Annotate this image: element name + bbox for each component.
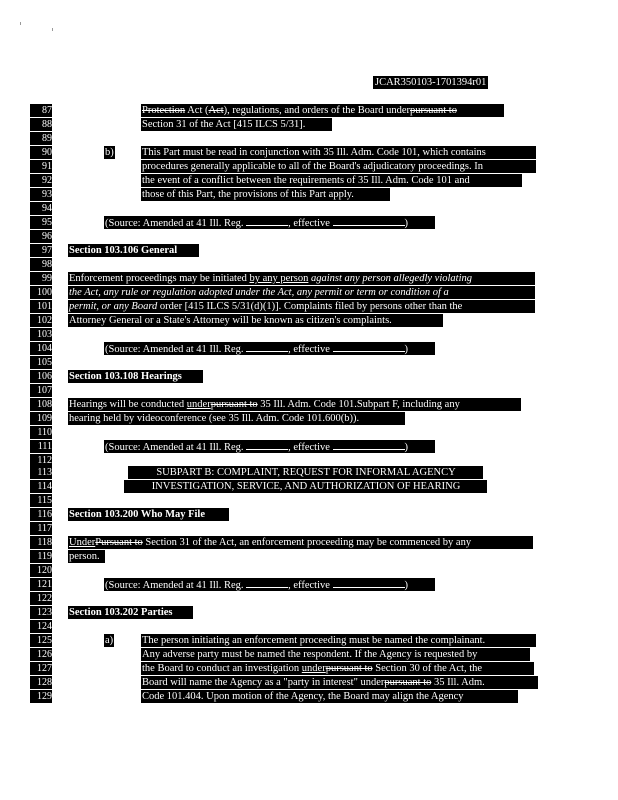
- line-text: Code 101.404. Upon motion of the Agency, the Board may align the Agency: [141, 690, 518, 703]
- line-87: [0, 104, 618, 117]
- line-number: 129: [30, 690, 52, 703]
- line-number: 119: [30, 550, 52, 563]
- line-126: [0, 648, 618, 661]
- line-116: [0, 508, 618, 521]
- line-91: [0, 160, 618, 173]
- line-number: 87: [30, 104, 52, 117]
- source-note: (Source: Amended at 41 Ill. Reg. , effective ): [104, 216, 435, 229]
- line-number: 123: [30, 606, 52, 619]
- line-109: [0, 412, 618, 425]
- line-number: 115: [30, 494, 52, 507]
- line-122: [0, 592, 618, 605]
- line-text: Board will name the Agency as a "party in interest" underpursuant to 35 Ill. Adm.: [141, 676, 538, 689]
- line-text: procedures generally applicable to all of the Board's adjudicatory proceedings. In: [141, 160, 536, 173]
- line-number: 113: [30, 466, 52, 479]
- line-number: 118: [30, 536, 52, 549]
- line-89: [0, 132, 618, 145]
- line-number: 110: [30, 426, 52, 439]
- line-111: [0, 440, 618, 453]
- line-129: [0, 690, 618, 703]
- line-number: 103: [30, 328, 52, 341]
- line-100: [0, 286, 618, 299]
- line-96: [0, 230, 618, 243]
- line-text: the Board to conduct an investigation underpursuant to Section 30 of the Act, the: [141, 662, 534, 675]
- line-number: 109: [30, 412, 52, 425]
- scan-mark: [52, 28, 53, 31]
- line-106: [0, 370, 618, 383]
- line-97: [0, 244, 618, 257]
- line-number: 128: [30, 676, 52, 689]
- line-103: [0, 328, 618, 341]
- line-number: 114: [30, 480, 52, 493]
- line-number: 116: [30, 508, 52, 521]
- line-text: Any adverse party must be named the respondent. If the Agency is requested by: [141, 648, 530, 661]
- line-102: [0, 314, 618, 327]
- item-label: a): [105, 635, 114, 646]
- line-number: 90: [30, 146, 52, 159]
- line-128: [0, 676, 618, 689]
- line-number: 120: [30, 564, 52, 577]
- line-number: 93: [30, 188, 52, 201]
- line-124: [0, 620, 618, 633]
- line-number: 88: [30, 118, 52, 131]
- section-heading: Section 103.108 Hearings: [68, 370, 203, 383]
- line-121: [0, 578, 618, 591]
- scan-mark: [20, 22, 21, 25]
- line-number: 105: [30, 356, 52, 369]
- line-110: [0, 426, 618, 439]
- line-105: [0, 356, 618, 369]
- line-number: 111: [30, 440, 52, 453]
- line-88: [0, 118, 618, 131]
- line-number: 112: [30, 454, 52, 467]
- line-number: 97: [30, 244, 52, 257]
- line-text: The person initiating an enforcement proceeding must be named the complainant.: [141, 634, 536, 647]
- source-note: (Source: Amended at 41 Ill. Reg. , effective ): [104, 578, 435, 591]
- section-heading: Section 103.200 Who May File: [68, 508, 229, 521]
- line-118: [0, 536, 618, 549]
- line-107: [0, 384, 618, 397]
- line-125: [0, 634, 618, 647]
- line-number: 94: [30, 202, 52, 215]
- line-117: [0, 522, 618, 535]
- line-94: [0, 202, 618, 215]
- line-text: Section 31 of the Act [415 ILCS 5/31].: [141, 118, 332, 131]
- line-123: [0, 606, 618, 619]
- line-number: 121: [30, 578, 52, 591]
- line-number: 99: [30, 272, 52, 285]
- source-note: (Source: Amended at 41 Ill. Reg. , effective ): [104, 440, 435, 453]
- section-heading: Section 103.106 General: [68, 244, 199, 257]
- line-101: [0, 300, 618, 313]
- line-number: 126: [30, 648, 52, 661]
- line-number: 107: [30, 384, 52, 397]
- line-text: Hearings will be conducted underpursuant to 35 Ill. Adm. Code 101.Subpart F, including any: [68, 398, 521, 411]
- line-number: 92: [30, 174, 52, 187]
- line-number: 125: [30, 634, 52, 647]
- line-93: [0, 188, 618, 201]
- line-number: 89: [30, 132, 52, 145]
- line-number: 96: [30, 230, 52, 243]
- line-95: [0, 216, 618, 229]
- line-number: 100: [30, 286, 52, 299]
- line-number: 106: [30, 370, 52, 383]
- line-90: [0, 146, 618, 159]
- line-98: [0, 258, 618, 271]
- line-108: [0, 398, 618, 411]
- line-119: [0, 550, 618, 563]
- line-text: Protection Act (Act), regulations, and orders of the Board underpursuant to: [141, 104, 504, 117]
- line-104: [0, 342, 618, 355]
- line-number: 95: [30, 216, 52, 229]
- item-label: b): [105, 147, 114, 158]
- line-text: This Part must be read in conjunction with 35 Ill. Adm. Code 101, which contains: [141, 146, 536, 159]
- line-text: Attorney General or a State's Attorney will be known as citizen's complaints.: [68, 314, 443, 327]
- line-115: [0, 494, 618, 507]
- line-number: 104: [30, 342, 52, 355]
- line-number: 102: [30, 314, 52, 327]
- line-text: the event of a conflict between the requirements of 35 Ill. Adm. Code 101 and: [141, 174, 522, 187]
- line-92: [0, 174, 618, 187]
- line-number: 108: [30, 398, 52, 411]
- line-114: [0, 480, 618, 493]
- page-header: JCAR350103-1701394r01: [375, 77, 487, 88]
- section-heading: Section 103.202 Parties: [68, 606, 193, 619]
- line-number: 98: [30, 258, 52, 271]
- line-number: 127: [30, 662, 52, 675]
- line-number: 122: [30, 592, 52, 605]
- line-number: 101: [30, 300, 52, 313]
- line-120: [0, 564, 618, 577]
- line-text: permit, or any Board order [415 ILCS 5/31(d)(1)]. Complaints filed by persons other than the: [68, 300, 535, 313]
- line-number: 124: [30, 620, 52, 633]
- line-text: UnderPursuant to Section 31 of the Act, an enforcement proceeding may be commenced by any: [68, 536, 533, 549]
- line-text: Enforcement proceedings may be initiated by any person against any person allegedly violating: [68, 272, 535, 285]
- line-number: 91: [30, 160, 52, 173]
- line-text: hearing held by videoconference (see 35 Ill. Adm. Code 101.600(b)).: [68, 412, 405, 425]
- source-note: (Source: Amended at 41 Ill. Reg. , effective ): [104, 342, 435, 355]
- subpart-heading: SUBPART B: COMPLAINT, REQUEST FOR INFORMAL AGENCY: [128, 466, 483, 479]
- line-113: [0, 466, 618, 479]
- line-text: person.: [68, 550, 105, 563]
- subpart-heading: INVESTIGATION, SERVICE, AND AUTHORIZATION OF HEARING: [124, 480, 487, 493]
- line-number: 117: [30, 522, 52, 535]
- line-text: the Act, any rule or regulation adopted under the Act, any permit or term or condition of a: [68, 286, 535, 299]
- line-127: [0, 662, 618, 675]
- line-99: [0, 272, 618, 285]
- line-text: those of this Part, the provisions of this Part apply.: [141, 188, 390, 201]
